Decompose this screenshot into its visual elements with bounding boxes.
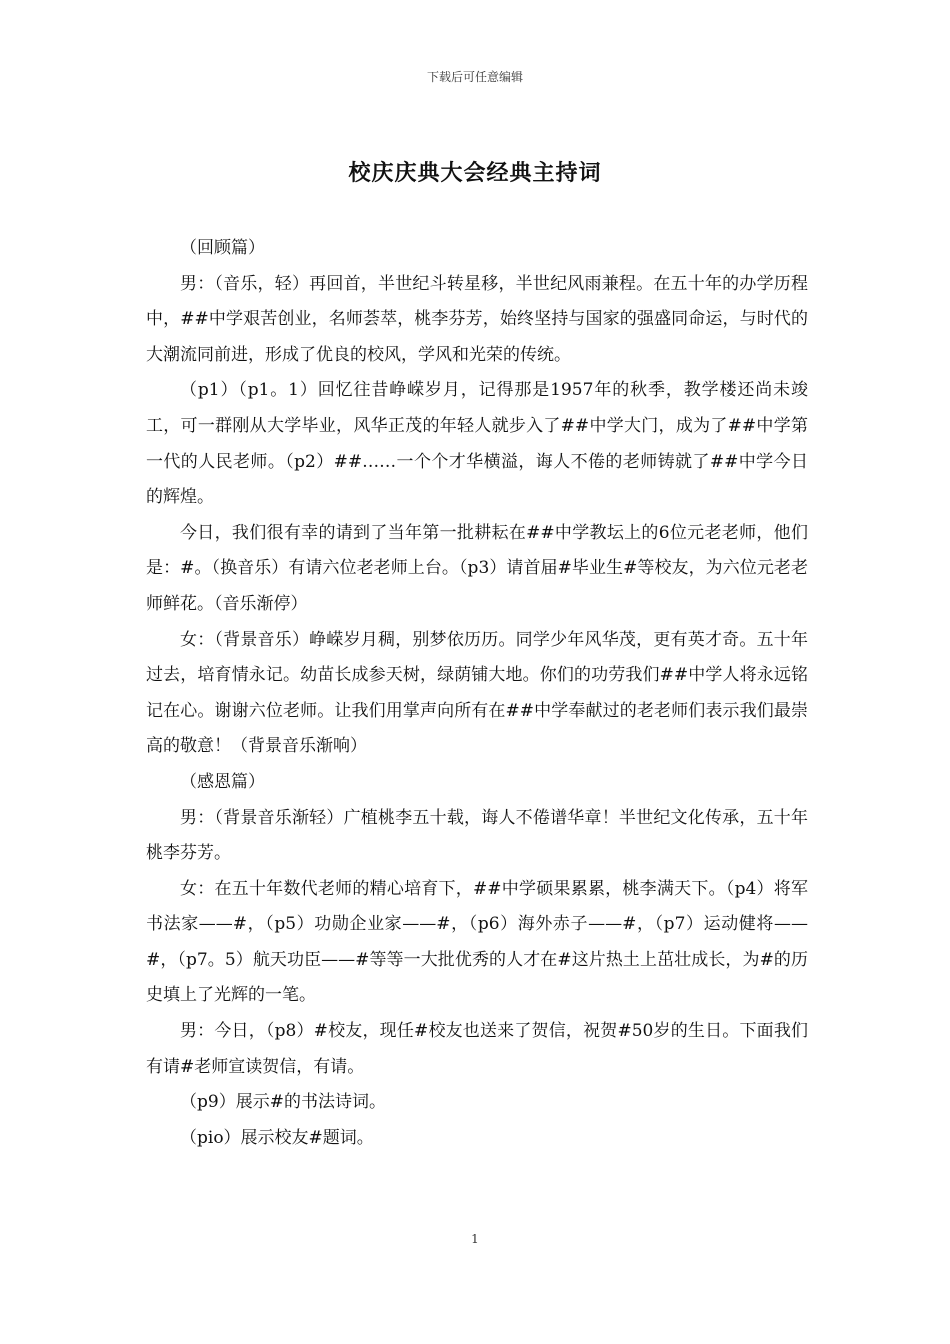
paragraph: 今日，我们很有幸的请到了当年第一批耕耘在##中学教坛上的6位元老老师，他们是：#。（换音乐）有请六位老老师上台。（p3）请首届#毕业生#等校友，为六位元老老师鲜花。（音乐渐停） xyxy=(146,522,808,614)
document-title: 校庆庆典大会经典主持词 xyxy=(348,160,602,186)
paragraph: 男：（音乐，轻）再回首，半世纪斗转星移，半世纪风雨兼程。在五十年的办学历程中，##中学艰苦创业，名师荟萃，桃李芬芳，始终坚持与国家的强盛同命运，与时代的大潮流同前进，形成了优良的校风，学风和光荣的传统。 xyxy=(146,273,808,365)
paragraph: （p1）（p1。1）回忆往昔峥嵘岁月，记得那是1957年的秋季，教学楼还尚未竣工，可一群刚从大学毕业，风华正茂的年轻人就步入了##中学大门，成为了##中学第一代的人民老师。（p2）##……一个个才华横溢，诲人不倦的老师铸就了##中学今日的辉煌。 xyxy=(146,380,808,508)
paragraph: （p9）展示#的书法诗词。 xyxy=(180,1092,386,1113)
page-header: 下载后可任意编辑 xyxy=(426,70,523,84)
section-heading-gratitude: （感恩篇） xyxy=(180,771,265,792)
paragraph: 女：在五十年数代老师的精心培育下，##中学硕果累累，桃李满天下。（p4）将军书法家——#，（p5）功勋企业家——#，（p6）海外赤子——#，（p7）运动健将——#，（p7。5）航天功臣——#等等一大批优秀的人才在#这片热土上茁壮成长，为#的历史填上了光辉的一笔。 xyxy=(146,878,808,1006)
section-heading-review: （回顾篇） xyxy=(180,238,265,258)
paragraph: 男：今日，（p8）#校友，现任#校友也送来了贺信，祝贺#50岁的生日。下面我们有请#老师宣读贺信，有请。 xyxy=(146,1021,808,1077)
paragraph: （pio）展示校友#题词。 xyxy=(180,1127,374,1148)
paragraph: 女：（背景音乐）峥嵘岁月稠，别梦依历历。同学少年风华茂，更有英才奇。五十年过去，培育情永记。幼苗长成参天树，绿荫铺大地。你们的功劳我们##中学人将永远铭记在心。谢谢六位老师。让我们用掌声向所有在##中学奉献过的老老师们表示我们最崇高的敬意！（背景音乐渐响） xyxy=(146,629,808,757)
page-number: 1 xyxy=(471,1232,479,1246)
paragraph: 男：（背景音乐渐轻）广植桃李五十载，诲人不倦谱华章！半世纪文化传承，五十年桃李芬芳。 xyxy=(146,807,808,864)
document-body xyxy=(146,231,808,1156)
